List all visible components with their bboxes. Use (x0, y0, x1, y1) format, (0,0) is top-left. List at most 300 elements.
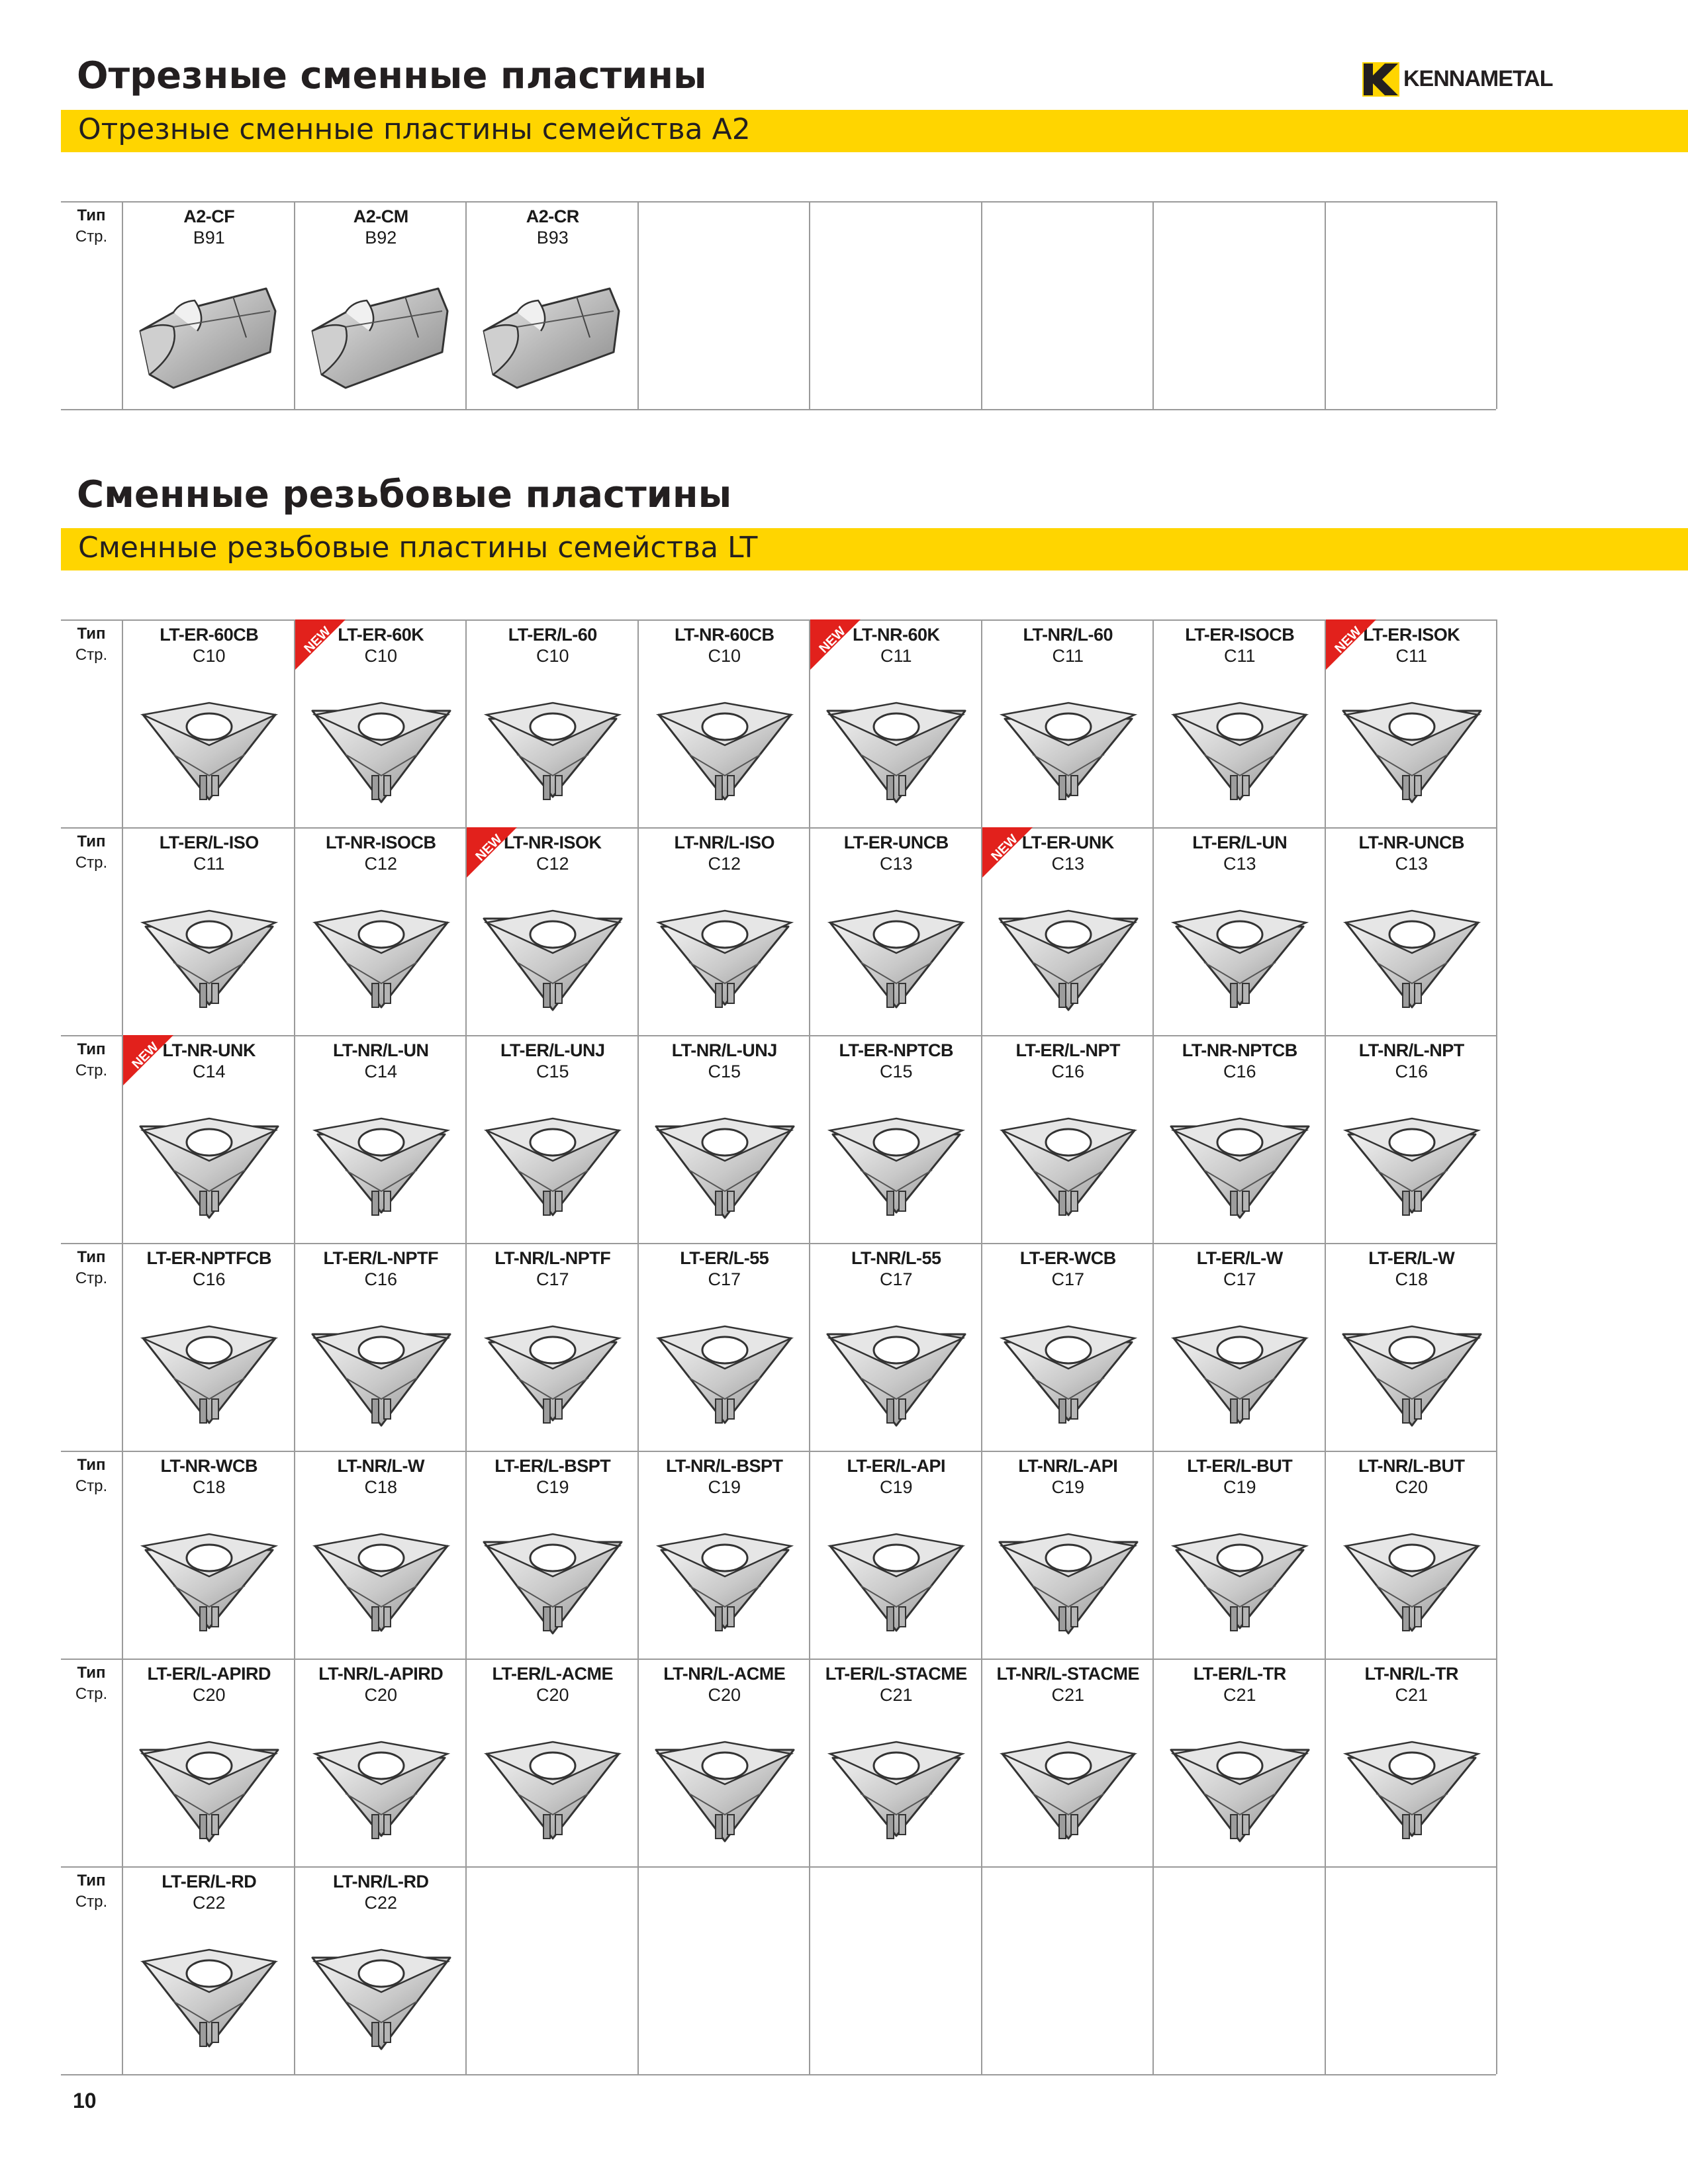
insert-page-ref: C11 (1052, 646, 1084, 666)
threading-insert-icon (649, 1300, 800, 1432)
insert-page-ref: C21 (1395, 1685, 1429, 1705)
insert-page-ref: B91 (193, 228, 225, 248)
insert-code: LT-NR-UNCB (1358, 833, 1464, 852)
threading-insert-icon (306, 676, 457, 809)
subtitle-bar-parting (61, 110, 1688, 152)
insert-cell[interactable] (637, 1243, 811, 1451)
insert-code: LT-ER-ISOCB (1185, 625, 1295, 645)
threading-insert-icon (1336, 1508, 1487, 1640)
insert-cell[interactable] (1152, 1451, 1326, 1659)
threading-insert-icon (993, 676, 1144, 809)
insert-cell[interactable] (1152, 1243, 1326, 1451)
new-badge (467, 827, 517, 878)
insert-cell[interactable] (294, 1243, 467, 1451)
insert-page-ref: C15 (879, 1062, 913, 1081)
insert-image (821, 676, 972, 809)
insert-page-ref: C16 (364, 1269, 398, 1289)
threading-insert-icon (477, 884, 628, 1017)
brand-name: KENNAMETAL (1403, 66, 1553, 91)
new-badge-label: NEW (473, 831, 505, 864)
threading-insert-icon (649, 1508, 800, 1640)
row-label (61, 1662, 122, 1705)
insert-cell[interactable] (809, 1659, 982, 1866)
insert-cell[interactable] (122, 1866, 295, 2074)
insert-page-ref: C19 (879, 1477, 913, 1497)
empty-cell (1325, 201, 1498, 409)
insert-code: LT-ER/L-60 (508, 625, 597, 645)
insert-image (306, 1923, 457, 2056)
insert-page-ref: C15 (708, 1062, 741, 1081)
insert-code: LT-NR/L-60 (1023, 625, 1113, 645)
insert-code: LT-ER/L-TR (1193, 1664, 1286, 1684)
insert-image (306, 1508, 457, 1640)
insert-cell[interactable] (637, 827, 811, 1035)
new-badge (123, 1035, 173, 1085)
insert-image (477, 1508, 628, 1640)
insert-image (1336, 1508, 1487, 1640)
threading-insert-icon (1336, 1300, 1487, 1432)
insert-page-ref: C21 (1223, 1685, 1256, 1705)
insert-page-ref: C20 (536, 1685, 569, 1705)
page-number: 10 (73, 2089, 97, 2113)
insert-code: LT-ER-UNCB (843, 833, 949, 852)
insert-page-ref: C21 (1051, 1685, 1085, 1705)
insert-image (1164, 1092, 1315, 1224)
threading-insert-icon (821, 1092, 972, 1224)
insert-page-ref: C12 (364, 854, 398, 874)
insert-image (821, 884, 972, 1017)
insert-page-ref: C18 (192, 1477, 226, 1497)
insert-image (1164, 1300, 1315, 1432)
insert-image (1164, 884, 1315, 1017)
threading-insert-icon (477, 676, 628, 809)
threading-insert-icon (993, 1092, 1144, 1224)
insert-cell[interactable] (1152, 827, 1326, 1035)
row-label-page: Стр. (75, 1893, 108, 1911)
lt-insert-grid (61, 619, 1496, 2074)
insert-page-ref: C16 (1223, 1062, 1256, 1081)
insert-cell[interactable] (809, 1035, 982, 1243)
insert-image (306, 1092, 457, 1224)
insert-code: LT-ER/L-RD (162, 1872, 257, 1891)
threading-insert-icon (306, 1923, 457, 2056)
section-title-parting: Отрезные сменные пластины (77, 54, 707, 97)
threading-insert-icon (821, 676, 972, 809)
grid-line (1496, 201, 1497, 409)
insert-page-ref: C11 (1223, 646, 1256, 666)
threading-insert-icon (134, 884, 285, 1017)
insert-code: LT-NR/L-TR (1364, 1664, 1458, 1684)
threading-insert-icon (821, 884, 972, 1017)
insert-image (649, 1715, 800, 1848)
row-label-type: Тип (77, 833, 106, 850)
insert-code: LT-ER-60K (338, 625, 424, 645)
insert-cell[interactable] (1152, 1035, 1326, 1243)
insert-image (821, 1715, 972, 1848)
new-badge-label: NEW (129, 1039, 162, 1072)
row-label-page: Стр. (75, 854, 108, 872)
insert-cell[interactable] (981, 1035, 1154, 1243)
threading-insert-icon (306, 1715, 457, 1848)
insert-cell[interactable] (981, 619, 1154, 827)
insert-cell[interactable] (122, 201, 295, 409)
insert-cell[interactable] (809, 619, 982, 827)
threading-insert-icon (993, 1508, 1144, 1640)
row-label (61, 623, 122, 666)
insert-page-ref: B93 (536, 228, 569, 248)
insert-page-ref: C10 (536, 646, 569, 666)
insert-cell[interactable] (465, 827, 639, 1035)
insert-code: LT-ER-60CB (160, 625, 259, 645)
row-label-type: Тип (77, 1872, 106, 1889)
empty-cell (809, 1866, 982, 2074)
empty-cell (809, 201, 982, 409)
insert-image (1164, 1715, 1315, 1848)
parting-insert-icon (306, 258, 457, 390)
insert-cell[interactable] (1152, 619, 1326, 827)
insert-page-ref: C10 (192, 646, 226, 666)
threading-insert-icon (134, 1092, 285, 1224)
insert-code: LT-ER/L-NPT (1015, 1040, 1120, 1060)
insert-code: LT-ER/L-API (847, 1456, 945, 1476)
insert-image (821, 1508, 972, 1640)
insert-code: LT-NR-UNK (162, 1040, 256, 1060)
insert-page-ref: C19 (1223, 1477, 1256, 1497)
insert-code: LT-ER-NPTCB (839, 1040, 953, 1060)
row-label (61, 1870, 122, 1913)
insert-page-ref: C18 (1395, 1269, 1429, 1289)
insert-page-ref: C14 (192, 1062, 226, 1081)
insert-cell[interactable] (1325, 1035, 1498, 1243)
threading-insert-icon (134, 676, 285, 809)
insert-image (993, 1300, 1144, 1432)
insert-image (993, 1508, 1144, 1640)
empty-cell (465, 1866, 639, 2074)
insert-image (477, 884, 628, 1017)
grid-line (1496, 619, 1497, 2074)
insert-image (821, 1300, 972, 1432)
insert-page-ref: C13 (1395, 854, 1429, 874)
grid-line (61, 2074, 1496, 2075)
insert-code: LT-NR/L-UN (333, 1040, 429, 1060)
insert-image (306, 258, 457, 390)
insert-image (1336, 1715, 1487, 1848)
insert-page-ref: C21 (879, 1685, 913, 1705)
insert-page-ref: C20 (1395, 1477, 1429, 1497)
empty-cell (981, 1866, 1154, 2074)
insert-cell[interactable] (981, 1243, 1154, 1451)
a2-insert-grid (61, 201, 1496, 409)
insert-page-ref: C17 (879, 1269, 913, 1289)
threading-insert-icon (821, 1508, 972, 1640)
threading-insert-icon (477, 1092, 628, 1224)
insert-cell[interactable] (465, 201, 639, 409)
insert-cell[interactable] (1152, 1659, 1326, 1866)
grid-row (61, 619, 1496, 827)
section-subtitle-threading: Сменные резьбовые пластины семейства LT (78, 531, 758, 565)
insert-page-ref: C22 (192, 1893, 226, 1913)
insert-page-ref: C10 (364, 646, 398, 666)
insert-cell[interactable] (294, 827, 467, 1035)
insert-page-ref: C17 (708, 1269, 741, 1289)
threading-insert-icon (821, 1300, 972, 1432)
row-label-type: Тип (77, 206, 106, 224)
insert-cell[interactable] (122, 1035, 295, 1243)
grid-row (61, 1035, 1496, 1243)
insert-cell[interactable] (122, 827, 295, 1035)
insert-cell[interactable] (294, 1035, 467, 1243)
row-label-page: Стр. (75, 1062, 108, 1079)
insert-image (134, 1923, 285, 2056)
insert-code: LT-ER/L-UN (1192, 833, 1288, 852)
threading-insert-icon (1336, 676, 1487, 809)
insert-cell[interactable] (809, 827, 982, 1035)
insert-page-ref: C18 (364, 1477, 398, 1497)
insert-code: LT-NR/L-BUT (1358, 1456, 1465, 1476)
insert-code: LT-ER/L-55 (680, 1248, 769, 1268)
insert-image (1164, 676, 1315, 809)
empty-cell (981, 201, 1154, 409)
insert-image (134, 258, 285, 390)
kennametal-k-icon (1362, 62, 1399, 97)
insert-code: LT-ER/L-ISO (159, 833, 259, 852)
insert-code: LT-NR-WCB (160, 1456, 258, 1476)
insert-cell[interactable] (637, 1451, 811, 1659)
threading-insert-icon (306, 884, 457, 1017)
threading-insert-icon (649, 1715, 800, 1848)
insert-code: LT-NR-ISOCB (326, 833, 436, 852)
insert-code: A2-CF (183, 206, 235, 226)
kennametal-logo (1362, 62, 1553, 97)
empty-cell (1325, 1866, 1498, 2074)
insert-code: LT-ER/L-UNJ (500, 1040, 605, 1060)
threading-insert-icon (134, 1300, 285, 1432)
insert-image (134, 1092, 285, 1224)
insert-image (821, 1092, 972, 1224)
insert-code: LT-NR/L-API (1018, 1456, 1118, 1476)
insert-cell[interactable] (122, 619, 295, 827)
insert-cell[interactable] (1325, 1659, 1498, 1866)
grid-row (61, 827, 1496, 1035)
insert-cell[interactable] (122, 1659, 295, 1866)
threading-insert-icon (134, 1923, 285, 2056)
insert-page-ref: C12 (708, 854, 741, 874)
row-label (61, 1247, 122, 1289)
row-label (61, 205, 122, 248)
row-label-page: Стр. (75, 1685, 108, 1703)
threading-insert-icon (821, 1715, 972, 1848)
row-label-type: Тип (77, 1040, 106, 1058)
insert-image (477, 1715, 628, 1848)
row-label-page: Стр. (75, 1269, 108, 1287)
row-label-type: Тип (77, 1456, 106, 1474)
insert-code: A2-CM (353, 206, 408, 226)
insert-image (1336, 676, 1487, 809)
insert-page-ref: C15 (536, 1062, 569, 1081)
new-badge-label: NEW (816, 623, 849, 657)
insert-page-ref: C13 (1223, 854, 1256, 874)
insert-cell[interactable] (809, 1451, 982, 1659)
insert-code: LT-NR/L-ACME (663, 1664, 786, 1684)
threading-insert-icon (649, 1092, 800, 1224)
insert-image (477, 676, 628, 809)
threading-insert-icon (1164, 1092, 1315, 1224)
insert-page-ref: C16 (1051, 1062, 1085, 1081)
insert-image (134, 676, 285, 809)
insert-cell[interactable] (637, 619, 811, 827)
insert-code: LT-ER/L-BUT (1187, 1456, 1293, 1476)
new-badge-label: NEW (988, 831, 1021, 864)
insert-code: LT-ER-WCB (1019, 1248, 1116, 1268)
row-label (61, 1039, 122, 1081)
subtitle-bar-threading (61, 528, 1688, 570)
insert-code: LT-ER/L-BSPT (494, 1456, 611, 1476)
insert-page-ref: C17 (1051, 1269, 1085, 1289)
insert-cell[interactable] (294, 201, 467, 409)
empty-cell (637, 1866, 811, 2074)
insert-cell[interactable] (1325, 1243, 1498, 1451)
insert-image (477, 258, 628, 390)
insert-page-ref: C16 (1395, 1062, 1429, 1081)
insert-cell[interactable] (981, 1659, 1154, 1866)
insert-code: LT-ER/L-W (1368, 1248, 1455, 1268)
threading-insert-icon (134, 1508, 285, 1640)
insert-page-ref: C20 (708, 1685, 741, 1705)
insert-code: LT-NR-60K (852, 625, 940, 645)
row-label (61, 831, 122, 874)
row-label-type: Тип (77, 625, 106, 643)
insert-page-ref: B92 (365, 228, 397, 248)
insert-cell[interactable] (294, 619, 467, 827)
insert-cell[interactable] (637, 1659, 811, 1866)
grid-row (61, 1243, 1496, 1451)
insert-cell[interactable] (981, 1451, 1154, 1659)
insert-page-ref: C13 (1051, 854, 1085, 874)
row-label-page: Стр. (75, 228, 108, 246)
insert-code: LT-NR/L-UNJ (671, 1040, 777, 1060)
insert-page-ref: C22 (364, 1893, 398, 1913)
insert-image (993, 676, 1144, 809)
insert-image (134, 1300, 285, 1432)
new-badge (810, 619, 861, 670)
insert-code: LT-ER/L-STACME (825, 1664, 967, 1684)
insert-image (1336, 1300, 1487, 1432)
threading-insert-icon (306, 1300, 457, 1432)
empty-cell (637, 201, 811, 409)
insert-image (306, 676, 457, 809)
insert-code: A2-CR (526, 206, 579, 226)
threading-insert-icon (993, 1300, 1144, 1432)
threading-insert-icon (1164, 1508, 1315, 1640)
grid-line (61, 409, 1496, 410)
insert-code: LT-ER/L-NPTF (323, 1248, 438, 1268)
insert-image (1164, 1508, 1315, 1640)
insert-image (134, 1715, 285, 1848)
insert-cell[interactable] (465, 1035, 639, 1243)
threading-insert-icon (1164, 1715, 1315, 1848)
insert-cell[interactable] (294, 1451, 467, 1659)
grid-row (61, 1451, 1496, 1659)
insert-code: LT-ER-ISOK (1363, 625, 1460, 645)
insert-cell[interactable] (465, 1451, 639, 1659)
section-title-threading: Сменные резьбовые пластины (77, 473, 732, 516)
threading-insert-icon (1336, 1715, 1487, 1848)
insert-image (134, 1508, 285, 1640)
insert-cell[interactable] (1325, 827, 1498, 1035)
insert-cell[interactable] (122, 1451, 295, 1659)
row-label-page: Стр. (75, 646, 108, 664)
empty-cell (1152, 201, 1326, 409)
threading-insert-icon (1164, 1300, 1315, 1432)
insert-cell[interactable] (465, 1243, 639, 1451)
insert-cell[interactable] (465, 619, 639, 827)
insert-code: LT-NR/L-NPT (1358, 1040, 1464, 1060)
insert-page-ref: C10 (708, 646, 741, 666)
insert-cell[interactable] (465, 1659, 639, 1866)
insert-code: LT-NR-NPTCB (1182, 1040, 1297, 1060)
insert-code: LT-NR/L-55 (851, 1248, 941, 1268)
threading-insert-icon (1164, 676, 1315, 809)
row-label-type: Тип (77, 1248, 106, 1266)
insert-code: LT-NR/L-W (337, 1456, 424, 1476)
insert-page-ref: C20 (364, 1685, 398, 1705)
threading-insert-icon (477, 1300, 628, 1432)
insert-image (306, 1300, 457, 1432)
threading-insert-icon (306, 1508, 457, 1640)
insert-page-ref: C20 (192, 1685, 226, 1705)
insert-cell[interactable] (637, 1035, 811, 1243)
insert-image (477, 1300, 628, 1432)
grid-row (61, 201, 1496, 409)
insert-image (477, 1092, 628, 1224)
new-badge-label: NEW (1331, 623, 1364, 657)
insert-page-ref: C13 (879, 854, 913, 874)
insert-cell[interactable] (1325, 1451, 1498, 1659)
new-badge (1326, 619, 1376, 670)
insert-page-ref: C17 (536, 1269, 569, 1289)
insert-code: LT-NR/L-RD (333, 1872, 429, 1891)
empty-cell (1152, 1866, 1326, 2074)
threading-insert-icon (1336, 1092, 1487, 1224)
new-badge (982, 827, 1033, 878)
threading-insert-icon (993, 884, 1144, 1017)
insert-cell[interactable] (294, 1866, 467, 2074)
parting-insert-icon (477, 258, 628, 390)
threading-insert-icon (1164, 884, 1315, 1017)
insert-page-ref: C19 (536, 1477, 569, 1497)
insert-page-ref: C11 (880, 646, 912, 666)
new-badge (295, 619, 346, 670)
insert-cell[interactable] (122, 1243, 295, 1451)
insert-image (993, 1715, 1144, 1848)
threading-insert-icon (477, 1508, 628, 1640)
insert-cell[interactable] (1325, 619, 1498, 827)
row-label (61, 1455, 122, 1497)
threading-insert-icon (649, 884, 800, 1017)
threading-insert-icon (1336, 884, 1487, 1017)
threading-insert-icon (649, 676, 800, 809)
insert-cell[interactable] (981, 827, 1154, 1035)
insert-image (306, 884, 457, 1017)
insert-code: LT-NR-ISOK (504, 833, 602, 852)
insert-cell[interactable] (809, 1243, 982, 1451)
insert-cell[interactable] (294, 1659, 467, 1866)
insert-page-ref: C19 (708, 1477, 741, 1497)
insert-image (134, 884, 285, 1017)
insert-code: LT-NR/L-ISO (674, 833, 774, 852)
section-subtitle-parting: Отрезные сменные пластины семейства А2 (78, 113, 751, 146)
parting-insert-icon (134, 258, 285, 390)
